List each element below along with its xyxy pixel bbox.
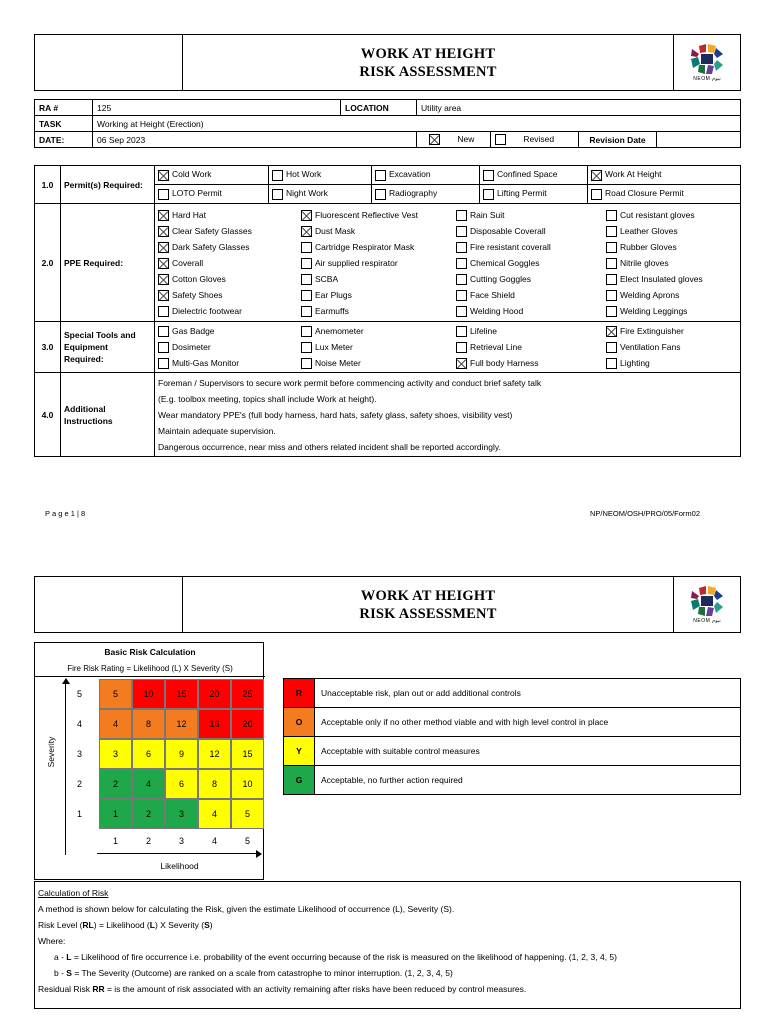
risk-cell: 15 [231,739,264,769]
permit-label: Radiography [389,188,438,199]
checkbox[interactable] [301,290,312,301]
item-text: = The Severity (Outcome) are ranked on a scale from catastrophe to minor interruption. (1, 2, 3, 4, 5) [71,968,453,978]
calculation-where: Where: [38,936,66,946]
checkbox[interactable] [456,306,467,317]
legend-code: G [284,766,315,795]
checkbox[interactable] [301,306,312,317]
formula-text: ) X Severity ( [154,920,205,930]
permit-radiography[interactable] [372,185,480,204]
section4-label-line2: Instructions [64,415,113,426]
item-text: = is the amount of risk associated with an activity remaining after risks have been reduced by control measures. [104,984,527,994]
checklist-label: Fluorescent Reflective Vest [315,209,418,220]
checklist-item[interactable] [606,303,737,319]
page-number: P a g e 1 | 8 [45,509,86,518]
checkbox[interactable] [456,290,467,301]
checklist-label: Dosimeter [172,342,211,352]
checklist-item[interactable] [456,355,600,371]
severity-tick: 4 [77,719,83,729]
checklist-item[interactable] [158,339,295,355]
checkbox[interactable] [591,189,602,200]
checkbox[interactable] [606,342,617,353]
checkbox[interactable] [606,306,617,317]
risk-matrix-subtitle: Fire Risk Rating = Likelihood (L) X Severity (S) [67,664,233,673]
checklist-label: Leather Gloves [620,225,678,236]
neom-logo-icon [689,585,725,617]
checkbox[interactable] [456,242,467,253]
header-title-line1: WORK AT HEIGHT [360,45,496,62]
checklist-item[interactable] [158,287,295,303]
checklist-label: Nitrile gloves [620,257,669,268]
y-axis [65,680,66,855]
checkbox[interactable] [158,326,169,337]
checklist-item[interactable] [158,355,295,371]
checklist-label: Lighting [620,358,650,368]
checkbox[interactable] [606,290,617,301]
risk-cell: 3 [99,739,132,769]
checkbox[interactable] [301,242,312,253]
checklist-label: Retrieval Line [470,342,522,352]
checklist-label: Face Shield [470,289,515,300]
permit-cold-work[interactable] [155,166,269,185]
checklist-item[interactable] [456,255,600,271]
revision-date-label: Revision Date [579,132,657,148]
risk-cell: 8 [132,709,165,739]
section1-label: Permit(s) Required: [61,166,155,204]
checklist-label: Welding Hood [470,305,524,316]
task-value: Working at Height (Erection) [93,116,741,132]
ra-label: RA # [35,100,93,116]
checklist-item[interactable] [158,239,295,255]
checklist-label: Multi-Gas Monitor [172,358,240,368]
logo-text: NEOM نيوم [693,76,721,82]
section4-number: 4.0 [35,373,61,457]
checkbox[interactable] [158,170,169,181]
risk-cell: 15 [165,679,198,709]
checklist-item[interactable] [606,207,737,223]
page1-header [34,34,741,91]
calculation-box [34,881,741,1009]
checklist-label: Fire resistant coverall [470,241,551,252]
checklist-item[interactable] [456,207,600,223]
item-prefix: b - [54,968,67,978]
location-label: LOCATION [341,100,417,116]
risk-cell: 12 [165,709,198,739]
permit-label: Night Work [286,188,328,199]
header-title [183,577,674,632]
revision-date-value[interactable] [657,132,741,148]
likelihood-tick: 4 [211,836,217,846]
checkbox[interactable] [158,290,169,301]
permit-label: Cold Work [172,169,212,180]
formula-text: ) [209,920,213,930]
legend-text: Acceptable with suitable control measures [315,737,741,766]
section3-number: 3.0 [35,322,61,373]
risk-cell: 8 [198,769,231,799]
checklist-label: Cutting Goggles [470,273,531,284]
new-cell [417,132,491,148]
risk-cell: 12 [198,739,231,769]
checklist-label: Ear Plugs [315,289,352,300]
checklist-label: Coverall [172,257,204,268]
checklist-label: Ventilation Fans [620,342,681,352]
checklist-item[interactable] [456,271,600,287]
checklist-item[interactable] [301,255,450,271]
ppe-grid [155,204,741,322]
checkbox[interactable] [301,258,312,269]
checkbox[interactable] [456,342,467,353]
new-checkbox[interactable] [429,134,440,145]
checkbox[interactable] [606,210,617,221]
likelihood-tick: 5 [244,836,250,846]
legend-text: Acceptable only if no other method viable and with high level control in place [315,708,741,737]
checklist-item[interactable] [456,287,600,303]
checkbox[interactable] [483,170,494,181]
calculation-residual-risk [38,981,737,997]
checklist-column [603,207,740,319]
calculation-formula [38,917,737,933]
instruction-line: Maintain adequate supervision. [158,425,276,436]
risk-cell: 20 [198,679,231,709]
date-label: DATE: [35,132,93,148]
instruction-line: Foreman / Supervisors to secure work permit before commencing activity and conduct brief safety talk [158,377,542,388]
checkbox[interactable] [301,342,312,353]
checklist-item[interactable] [456,339,600,355]
risk-matrix [34,642,264,880]
permit-lifting[interactable] [480,185,588,204]
checklist-label: SCBA [315,273,339,284]
checklist-column [155,207,298,319]
risk-legend [283,678,741,795]
permit-hot-work[interactable] [269,166,372,185]
permit-confined-space[interactable] [480,166,588,185]
ppe-columns [155,207,740,319]
risk-cell: 2 [132,799,165,829]
checklist-label: Safety Shoes [172,289,223,300]
severity-tick: 1 [77,809,83,819]
instruction-line: (E.g. toolbox meeting, topics shall include Work at height). [158,393,377,404]
checklist-item[interactable] [158,223,295,239]
likelihood-axis-label: Likelihood [160,861,199,871]
formula-text: Risk Level ( [38,920,83,930]
severity-axis-label: Severity [46,736,56,768]
calculation-line1: A method is shown below for calculating the Risk, given the estimate Likelihood of occurrence (L), Severity (S). [38,904,455,914]
location-value: Utility area [417,100,741,116]
checkbox[interactable] [456,358,467,369]
item-prefix: a - [54,952,67,962]
checklist-label: Welding Aprons [620,289,680,300]
checklist-item[interactable] [606,339,737,355]
legend-code: O [284,708,315,737]
checkbox[interactable] [158,210,169,221]
checklist-label: Cartridge Respirator Mask [315,241,415,252]
checklist-item[interactable] [456,223,600,239]
calculation-heading: Calculation of Risk [38,888,109,898]
checkbox[interactable] [272,189,283,200]
risk-cell: 4 [198,799,231,829]
checklist-label: Rain Suit [470,209,505,220]
checklist-label: Dark Safety Glasses [172,241,250,252]
checkbox[interactable] [158,358,169,369]
checklist-item[interactable] [301,339,450,355]
task-label: TASK [35,116,93,132]
legend-code: R [284,679,315,708]
item-text: = Likelihood of fire occurrence i.e. probability of the event occurring because of the risk is measured on the likelihood of happening. (1, 2, 3, 4, 5) [71,952,617,962]
checklist-item[interactable] [158,255,295,271]
risk-cell: 9 [165,739,198,769]
checklist-item[interactable] [456,303,600,319]
checklist-column [155,323,298,371]
likelihood-tick: 1 [112,836,118,846]
checklist-item[interactable] [606,287,737,303]
checklist-column [603,323,740,371]
page2-header [34,576,741,633]
checkbox[interactable] [272,170,283,181]
checklist-label: Gas Badge [172,326,215,336]
risk-cell: 16 [198,709,231,739]
risk-cell: 2 [99,769,132,799]
checklist-item[interactable] [606,239,737,255]
checkbox[interactable] [606,242,617,253]
checklist-label: Lux Meter [315,342,353,352]
permit-label: Excavation [389,169,431,180]
legend-text: Unacceptable risk, plan out or add additional controls [315,679,741,708]
revised-checkbox[interactable] [495,134,506,145]
checkbox[interactable] [606,358,617,369]
checklist-label: Hard Hat [172,209,207,220]
checkbox[interactable] [158,306,169,317]
checkbox[interactable] [375,170,386,181]
risk-cell: 10 [132,679,165,709]
risk-matrix-divider [35,676,265,677]
info-table [34,99,741,148]
checklist-item[interactable] [456,239,600,255]
checklist-label: Anemometer [315,326,364,336]
checkbox[interactable] [456,258,467,269]
risk-matrix-title: Basic Risk Calculation [104,647,196,657]
header-logo-cell [674,35,740,90]
checklist-column [298,207,453,319]
checkbox[interactable] [456,226,467,237]
header-blank-cell [35,577,183,632]
new-label: New [457,133,475,144]
legend-row [284,737,741,766]
checkbox[interactable] [158,226,169,237]
checkbox[interactable] [606,226,617,237]
checklist-item[interactable] [301,323,450,339]
checkbox[interactable] [301,210,312,221]
risk-cell: 4 [132,769,165,799]
checkbox[interactable] [158,258,169,269]
checkbox[interactable] [591,170,602,181]
checklist-label: Welding Leggings [620,305,688,316]
checklist-item[interactable] [158,271,295,287]
checkbox[interactable] [158,342,169,353]
checklist-item[interactable] [158,323,295,339]
checkbox[interactable] [301,358,312,369]
header-title-line2: RISK ASSESSMENT [359,605,497,622]
requirements-table [34,165,741,457]
severity-tick: 2 [77,779,83,789]
likelihood-tick: 2 [145,836,151,846]
checklist-label: Clear Safety Glasses [172,225,252,236]
checklist-column [453,207,603,319]
header-title [183,35,674,90]
checklist-item[interactable] [606,223,737,239]
checklist-item[interactable] [301,207,450,223]
checklist-label: Air supplied respirator [315,257,398,268]
item-bold: RR [92,984,105,994]
checklist-item[interactable] [606,355,737,371]
revised-label: Revised [523,133,555,144]
section3-label [61,322,155,373]
header-logo-cell [674,577,740,632]
checklist-label: Chemical Goggles [470,257,540,268]
calculation-item-b [38,965,737,981]
likelihood-tick: 3 [178,836,184,846]
checkbox[interactable] [301,326,312,337]
doc-reference: NP/NEOM/OSH/PRO/05/Form02 [590,509,701,518]
risk-cell: 6 [165,769,198,799]
risk-cell: 20 [231,709,264,739]
checklist-label: Cut resistant gloves [620,209,695,220]
formula-l: L [149,920,155,930]
checkbox[interactable] [158,189,169,200]
checkbox[interactable] [606,326,617,337]
checkbox[interactable] [456,210,467,221]
permit-label: LOTO Permit [172,188,222,199]
checklist-item[interactable] [301,223,450,239]
permit-loto[interactable] [155,185,269,204]
checklist-label: Noise Meter [315,358,361,368]
legend-row [284,679,741,708]
tools-grid [155,322,741,373]
permit-night-work[interactable] [269,185,372,204]
checkbox[interactable] [606,258,617,269]
item-text: Residual Risk [38,984,93,994]
legend-row [284,708,741,737]
checklist-item[interactable] [301,287,450,303]
checkbox[interactable] [301,226,312,237]
checkbox[interactable] [456,274,467,285]
permit-road-closure[interactable] [588,185,741,204]
checklist-item[interactable] [158,303,295,319]
checklist-label: Cotton Gloves [172,273,226,284]
instruction-line: Dangerous occurrence, near miss and others related incident shall be reported accordingly. [158,441,501,452]
risk-cell: 5 [99,679,132,709]
item-bold: L [66,952,72,962]
neom-logo-icon [689,43,725,75]
formula-text: ) = Likelihood ( [93,920,150,930]
instructions-cell [155,373,741,457]
checklist-item[interactable] [301,239,450,255]
section2-label: PPE Required: [61,204,155,322]
tools-columns [155,323,740,371]
item-bold: S [66,968,72,978]
risk-cell: 6 [132,739,165,769]
section2-number: 2.0 [35,204,61,322]
permit-label: Confined Space [497,169,558,180]
header-title-line2: RISK ASSESSMENT [359,63,497,80]
severity-tick: 5 [77,689,83,699]
checklist-item[interactable] [301,303,450,319]
checklist-item[interactable] [606,271,737,287]
section4-label-line1: Additional [64,403,106,414]
risk-cell: 4 [99,709,132,739]
formula-s: S [204,920,210,930]
legend-row [284,766,741,795]
x-axis-arrow-icon [256,850,262,858]
checkbox[interactable] [301,274,312,285]
checklist-label: Dielectric footwear [172,305,242,316]
x-axis [97,853,257,854]
checkbox[interactable] [606,274,617,285]
checklist-label: Lifeline [470,326,497,336]
checkbox[interactable] [158,242,169,253]
checklist-item[interactable] [606,323,737,339]
revised-cell [491,132,579,148]
checklist-label: Dust Mask [315,225,356,236]
checklist-item[interactable] [158,207,295,223]
checkbox[interactable] [456,326,467,337]
y-axis-arrow-icon [62,678,70,684]
permit-excavation[interactable] [372,166,480,185]
checklist-label: Earmuffs [315,305,349,316]
checklist-label: Disposable Coverall [470,225,546,236]
section3-label-line1: Special Tools and [64,330,136,340]
checkbox[interactable] [375,189,386,200]
permit-label: Road Closure Permit [605,188,684,199]
checklist-label: Full body Harness [470,358,539,368]
risk-cell: 5 [231,799,264,829]
checklist-item[interactable] [606,255,737,271]
checkbox[interactable] [483,189,494,200]
ra-value: 125 [93,100,341,116]
instruction-line: Wear mandatory PPE's (full body harness, hard hats, safety glass, safety shoes, visibility vest) [158,409,513,420]
checklist-item[interactable] [301,355,450,371]
severity-tick: 3 [77,749,83,759]
permit-label: Lifting Permit [497,188,547,199]
permit-label: Work At Height [605,169,662,180]
date-value: 06 Sep 2023 [93,132,417,148]
risk-cell: 1 [99,799,132,829]
header-blank-cell [35,35,183,90]
checkbox[interactable] [158,274,169,285]
checklist-column [453,323,603,371]
risk-cell: 10 [231,769,264,799]
section3-label-line2: Equipment [64,342,108,352]
logo-text: NEOM نيوم [693,618,721,624]
checklist-item[interactable] [301,271,450,287]
risk-cell: 25 [231,679,264,709]
formula-rl: RL [82,920,94,930]
calculation-item-a [38,949,737,965]
section4-label [61,373,155,457]
section1-number: 1.0 [35,166,61,204]
legend-code: Y [284,737,315,766]
checklist-column [298,323,453,371]
permit-work-at-height[interactable] [588,166,741,185]
checklist-label: Fire Extinguisher [620,326,684,336]
legend-text: Acceptable, no further action required [315,766,741,795]
risk-cell: 3 [165,799,198,829]
permit-label: Hot Work [286,169,322,180]
section3-label-line3: Required: [64,354,104,364]
checklist-label: Rubber Gloves [620,241,677,252]
checklist-item[interactable] [456,323,600,339]
checklist-label: Elect Insulated gloves [620,273,703,284]
header-title-line1: WORK AT HEIGHT [360,587,496,604]
